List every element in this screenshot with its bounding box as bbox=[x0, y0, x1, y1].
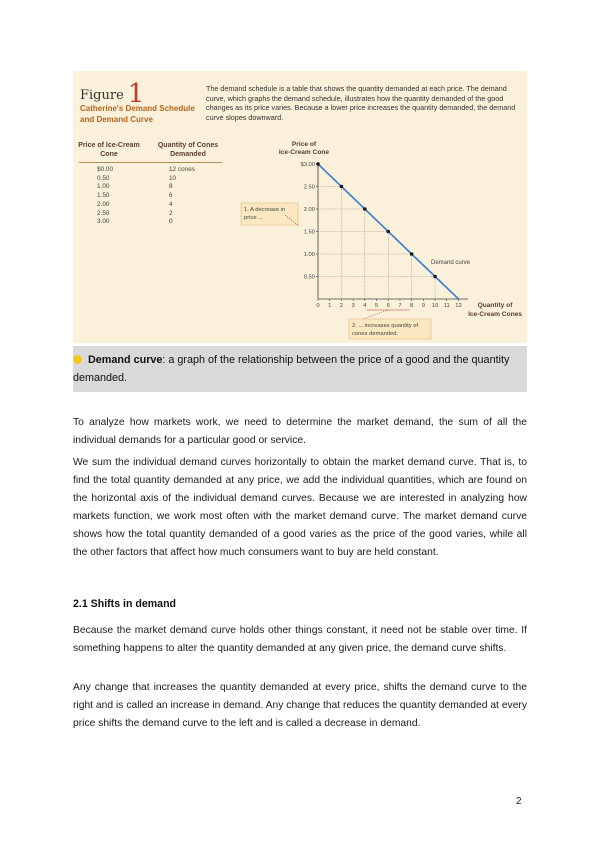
figure-number: 1 bbox=[127, 79, 145, 109]
star-icon bbox=[73, 355, 82, 364]
x-tick-label: 5 bbox=[374, 303, 379, 309]
chart-xlabel-line2: Ice-Cream Cones bbox=[468, 311, 522, 318]
x-tick-label: 2 bbox=[339, 303, 344, 309]
x-tick-label: 8 bbox=[410, 303, 414, 309]
data-point bbox=[410, 252, 414, 256]
table-header-quantity: Quantity of Cones Demanded bbox=[157, 142, 219, 158]
data-point bbox=[340, 185, 344, 189]
y-tick-label: 1.00 bbox=[303, 252, 315, 258]
figure-panel bbox=[73, 71, 527, 343]
x-tick-label: 10 bbox=[431, 303, 439, 309]
definition-term: Demand curve bbox=[88, 354, 163, 366]
annotation-price-line2: price ... bbox=[244, 215, 264, 221]
chart-series bbox=[316, 162, 458, 319]
table-cell: 3.00 bbox=[97, 218, 110, 226]
y-tick-label: 0.50 bbox=[303, 274, 315, 281]
annotation-quantity-line2: cones demanded. bbox=[352, 331, 399, 337]
figure-description: The demand schedule is a table that shows the quantity demanded at each price. The demand curve, which graphs the demand schedule, illustrates how the quantity demanded of the good changes as its price varies. Because a lower price increases the quantity demanded, the demand curve slopes downward. bbox=[206, 84, 516, 122]
table-cell: 2.00 bbox=[97, 200, 110, 208]
table-header-price: Price of Ice-Cream Cone bbox=[78, 142, 140, 158]
x-tick-label: 3 bbox=[351, 303, 355, 309]
x-tick-label: 7 bbox=[398, 303, 402, 309]
x-tick-label: 12 bbox=[455, 303, 462, 309]
x-tick-label: 6 bbox=[386, 303, 390, 309]
data-point bbox=[433, 275, 437, 279]
data-point bbox=[316, 162, 320, 166]
page-number: 2 bbox=[516, 796, 522, 807]
definition-body: : a graph of the relationship between the price of a good and the quantity demanded. bbox=[73, 354, 510, 384]
table-cell: 1.50 bbox=[97, 192, 110, 200]
x-tick-label: 9 bbox=[421, 303, 425, 309]
table-cell: $0.00 bbox=[97, 166, 113, 173]
y-tick-label: $3.00 bbox=[300, 162, 315, 168]
table-cell: 1.00 bbox=[97, 183, 110, 191]
chart-ylabel: Price of bbox=[291, 141, 317, 148]
figure-label: Figure bbox=[80, 88, 124, 103]
x-tick-label: 4 bbox=[363, 303, 367, 309]
figure-subtitle: Catherine's Demand Schedule and Demand Curve bbox=[80, 104, 195, 124]
paragraph: Because the market demand curve holds other things constant, it need not be stable over time. If something happens to alter the quantity demanded at any given price, the demand curve shifts. bbox=[73, 625, 527, 654]
x-tick-label: 0 bbox=[316, 303, 320, 309]
chart-gridlines bbox=[318, 187, 435, 300]
paragraph: We sum the individual demand curves horizontally to obtain the market demand curve. That is, to find the total quantity demanded at any price, we add the individual quantities, which are found on the horizontal axis of the individual demand curves. Because we are interested in analyzing how markets function, we work most often with the market demand curve. The market demand curve shows how the total quantity demanded of a good varies as the price of the good varies, while all the other factors that affect how much consumers want to buy are held constant. bbox=[73, 457, 527, 558]
chart-ticks bbox=[300, 162, 461, 309]
demand-chart bbox=[73, 71, 527, 343]
table-cell: 0 bbox=[169, 218, 173, 226]
y-tick-label: 2.50 bbox=[303, 184, 315, 191]
table-cell: 12 cones bbox=[169, 166, 195, 173]
annotation-quantity: 2. ... increases quantity of bbox=[352, 323, 419, 329]
data-point bbox=[386, 230, 390, 234]
chart-xlabel: Quantity of bbox=[477, 302, 513, 309]
quantity-arrow-leader bbox=[363, 310, 388, 319]
table-cell: 4 bbox=[169, 200, 173, 208]
definition-callout bbox=[73, 346, 527, 392]
paragraph: To analyze how markets work, we need to determine the market demand, the sum of all the individual demands for a particular good or service. bbox=[73, 417, 527, 446]
y-tick-label: 2.00 bbox=[303, 207, 315, 213]
section-heading: 2.1 Shifts in demand bbox=[73, 598, 177, 610]
table-cell: 8 bbox=[169, 183, 173, 191]
curve-label: Demand curve bbox=[431, 260, 471, 266]
y-tick-label: 1.50 bbox=[303, 229, 315, 236]
x-tick-label: 11 bbox=[443, 303, 450, 309]
table-cell: 0.50 bbox=[97, 174, 110, 182]
table-cell: 2.50 bbox=[97, 209, 110, 217]
table-cell: 10 bbox=[169, 174, 177, 182]
definition-text bbox=[73, 351, 527, 387]
annotation-price: 1. A decrease in bbox=[244, 207, 286, 213]
data-point bbox=[363, 207, 367, 211]
paragraph: Any change that increases the quantity demanded at every price, shifts the demand curve to the right and is called an increase in demand. Any change that reduces the quantity demanded at every price shifts the demand curve to the left and is called a decrease in demand. bbox=[73, 682, 527, 729]
chart-ylabel-line2: Ice-Cream Cone bbox=[278, 149, 330, 156]
chart-axes bbox=[318, 162, 468, 299]
x-tick-label: 1 bbox=[328, 303, 332, 309]
table-cell: 6 bbox=[169, 192, 173, 200]
table-cell: 2 bbox=[169, 209, 173, 217]
